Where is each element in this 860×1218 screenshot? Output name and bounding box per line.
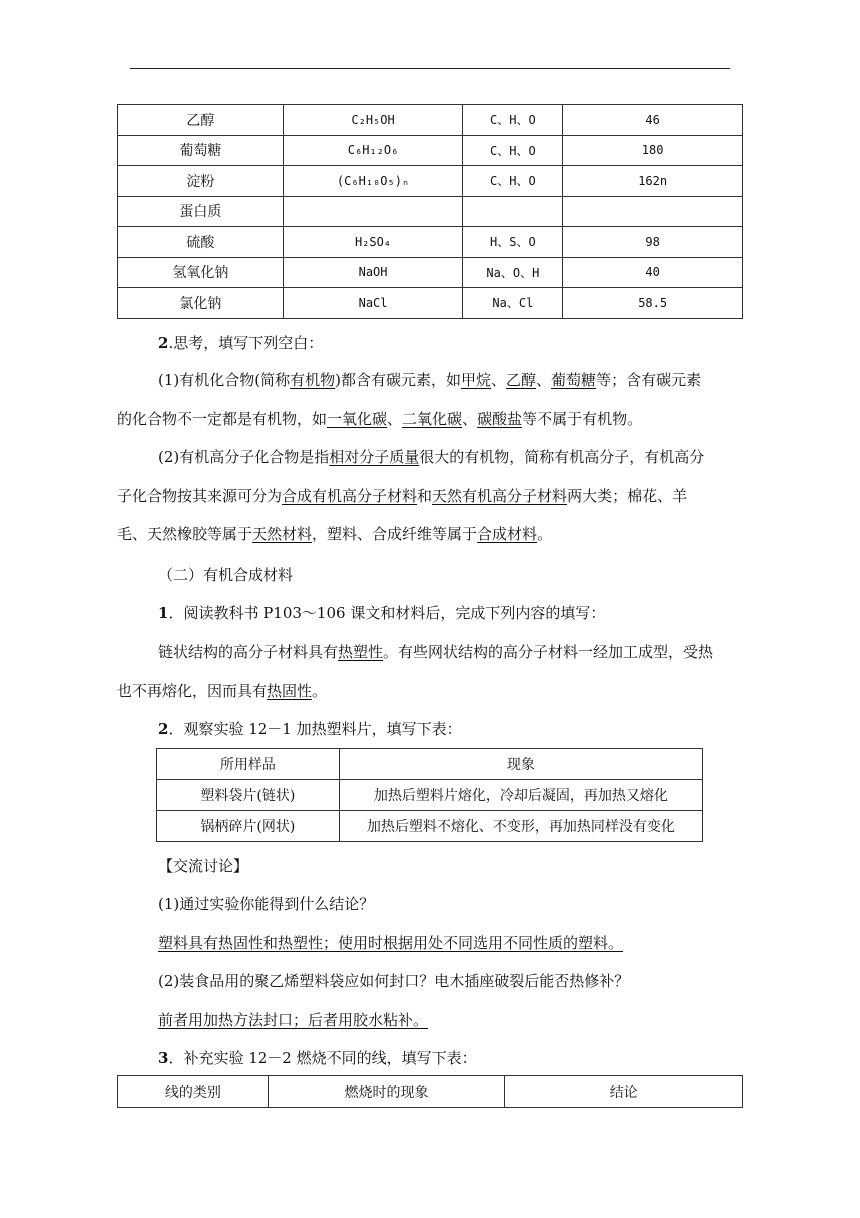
paragraph: 毛、天然橡胶等属于天然材料，塑料、合成纤维等属于合成材料。 [117,525,553,543]
table-cell: Na、Cl [463,288,563,319]
table-cell: (C₆H₁₀O₅)ₙ [283,166,463,197]
paragraph: (2)有机高分子化合物是指相对分子质量很大的有机物，简称有机高分子，有机高分 [158,448,705,466]
table-cell: NaCl [283,288,463,319]
table-cell: 蛋白质 [118,196,284,227]
table-row [118,135,743,166]
table-cell: 58.5 [563,288,743,319]
table-header: 所用样品 [157,749,340,780]
table-cell: C、H、O [463,105,563,136]
table-header: 线的类别 [118,1076,269,1108]
discussion-title: 【交流讨论】 [158,857,249,875]
table-cell: 葡萄糖 [118,135,284,166]
table-cell: 硫酸 [118,227,284,258]
answer: 前者用加热方法封口；后者用胶水粘补。 [158,1011,429,1029]
table-row [157,780,703,811]
table-row [118,105,743,136]
thread-table [117,1075,743,1108]
compound-table [117,104,743,319]
table-cell: 氢氧化钠 [118,257,284,288]
section-2b-heading: 2．观察实验 12－1 加热塑料片，填写下表： [158,720,462,738]
table-header: 现象 [339,749,702,780]
table-cell: C₆H₁₂O₆ [283,135,463,166]
paragraph: 子化合物按其来源可分为合成有机高分子材料和天然有机高分子材料两大类；棉花、羊 [117,487,688,505]
table-cell: 40 [563,257,743,288]
experiment-table [156,748,703,842]
table-header-row [118,1076,743,1108]
header-rule [130,68,730,69]
table-cell: H₂SO₄ [283,227,463,258]
paragraph: (1)有机化合物(简称有机物)都含有碳元素，如甲烷、乙醇、葡萄糖等；含有碳元素 [158,371,702,389]
table-header: 结论 [505,1076,743,1108]
answer: 塑料具有热固性和热塑性；使用时根据用处不同选用不同性质的塑料。 [158,934,624,952]
section-3-heading: 3．补充实验 12－2 燃烧不同的线，填写下表： [158,1049,477,1067]
table-row [157,811,703,842]
table-cell: 淀粉 [118,166,284,197]
table-cell: C、H、O [463,135,563,166]
question: (2)装食品用的聚乙烯塑料袋应如何封口？电木插座破裂后能否热修补？ [158,972,630,990]
question: (1)通过实验你能得到什么结论？ [158,895,375,913]
table-cell: Na、O、H [463,257,563,288]
table-header-row [157,749,703,780]
table-cell [463,196,563,227]
section-2-heading: 2.思考，填写下列空白： [158,334,324,352]
table-cell: C、H、O [463,166,563,197]
table-cell: H、S、O [463,227,563,258]
table-cell: C₂H₅OH [283,105,463,136]
table-row [118,288,743,319]
table-cell: 46 [563,105,743,136]
table-row [118,196,743,227]
table-cell [283,196,463,227]
table-row [118,227,743,258]
table-cell: 162n [563,166,743,197]
table-header: 燃烧时的现象 [268,1076,505,1108]
section-title: （二）有机合成材料 [158,566,294,584]
table-cell: 塑料袋片(链状) [157,780,340,811]
table-cell: 氯化钠 [118,288,284,319]
paragraph: 也不再熔化，因而具有热固性。 [117,682,328,700]
section-1-heading: 1．阅读教科书 P103～106 课文和材料后，完成下列内容的填写： [158,604,606,622]
table-cell: 98 [563,227,743,258]
table-cell: 锅柄碎片(网状) [157,811,340,842]
table-row [118,166,743,197]
paragraph: 的化合物不一定都是有机物，如一氧化碳、二氧化碳、碳酸盐等不属于有机物。 [117,410,643,428]
table-row [118,257,743,288]
paragraph: 链状结构的高分子材料具有热塑性。有些网状结构的高分子材料一经加工成型，受热 [158,643,714,661]
table-cell: 乙醇 [118,105,284,136]
table-cell: 加热后塑料片熔化，冷却后凝固，再加热又熔化 [339,780,702,811]
table-cell [563,196,743,227]
table-cell: NaOH [283,257,463,288]
table-cell: 加热后塑料不熔化、不变形，再加热同样没有变化 [339,811,702,842]
table-cell: 180 [563,135,743,166]
